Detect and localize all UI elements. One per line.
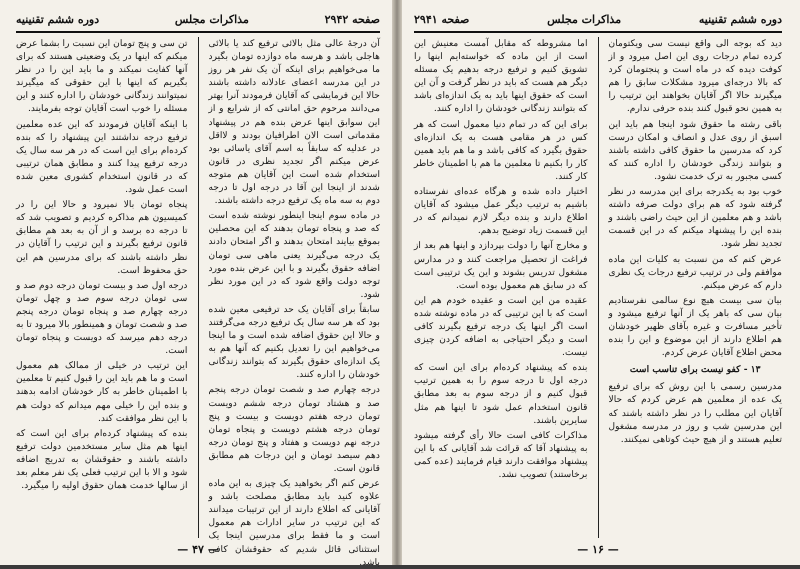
paragraph: باقی رشته ما حقوق شود اینجا هم باید این اسبق از روی عدل و انصاف و امکان درست کرد که مدرسین ما حقوق کافی داشته باشند و بتوانند زندگی خودشان را اداره کنند که کسی مجبور به ترک خدمت نشود. xyxy=(608,118,782,182)
paragraph: خوب بود به یکدرجه برای این مدرسه در نظر گرفته شود که هم برای دولت صرفه داشته باشد و هم معلمین از این حیث راضی باشند و بنده این را پیشنهاد میکنم که در این قسمت تجدید نظر شود. xyxy=(608,186,782,250)
column-divider xyxy=(598,37,599,538)
paragraph: عقیده من این است و عقیده خودم هم این است که با این ترتیبی که در ماده نوشته شده است اگر اینها یک درجه ترفیع بگیرند کافی است و دیگر احتیاجی به اضافه کردن چیزی نیست. xyxy=(414,294,588,359)
page-footer-number: — ۱۶ — xyxy=(577,543,619,556)
header-session: دوره ششم تقنینیه xyxy=(16,12,100,26)
paragraph: بنده که پیشنهاد کرده‌ام برای این است که درجه اول تا درجه سوم را به همین ترتیب قبول کنیم و از درجه سوم به بعد مطابق قانون استخدام عمل شود تا اینها هم مثل سایرین باشند. xyxy=(414,362,588,426)
paragraph: این ترتیب در خیلی از ممالک هم معمول است و ما هم باید این را قبول کنیم تا معلمین با اطمینان خاطر به کار خودشان ادامه بدهند و بنده این را خیلی مهم میدانم که دولت هم با این نظر موافقت کند. xyxy=(16,360,188,424)
paragraph: در ماده سوم اینجا اینطور نوشته شده است که صد و پنجاه تومان بدهند که این محصلین بموقع بیایند امتحان بدهند و اگر امتحان دادند یک درجه می‌گیرند یعنی ماهی سی تومان اضافه حقوق بگیرند و با این عرض بنده مورد توجه دولت واقع شود که در این مورد نظر شود. xyxy=(208,210,380,300)
paragraph: و مخارج آنها را دولت بپردازد و اینها هم بعد از فراغت از تحصیل مراجعت کنند و در مدارس مشغول تدریس بشوند و این یک ترتیبی است که در سابق هم معمول بوده است. xyxy=(414,240,588,291)
paragraph: تن سی و پنج تومان این نسبت را بشما عرض میکنم که اینها در یک وضعیتی هستند که برای آنها کفایت نمیکند و ما باید این را در نظر بگیریم که اینها با این حقوقی که میگیرند نمیتوانند زندگانی خودشان را اداره کنند و این مسئله را خوب است آقایان توجه بفرمایند. xyxy=(16,38,188,115)
paragraph: عرض کنم که من نسبت به کلیات این ماده موافقم ولی در ترتیب ترفیع درجات یک نظری دارم که عرض میکنم. xyxy=(608,253,782,291)
paragraph: با اینکه آقایان فرمودند که این عده معلمین ترفیع درجه نداشتند این پیشنهاد را که بنده کرده‌ام برای این است که در هر سه سال یک درجه ترفیع پیدا کنند و مطابق همان ترتیبی که در قانون استخدام کشوری معین شده است عمل شود. xyxy=(16,118,188,196)
paragraph: سابقاً برای آقایان یک حد ترفیعی معین شده بود که هر سه سال یک ترفیع درجه می‌گرفتند و حالا این حقوق اضافه شده است و ما اینجا می‌خواهیم این را تعدیل بکنیم که آنها هم به یک اندازه‌ای حقوق بگیرند که بتوانند زندگانی خودشان را اداره کنند. xyxy=(208,303,380,381)
paragraph: بنده که پیشنهاد کرده‌ام برای این است که اینها هم مثل سایر مستخدمین دولت ترفیع داشته باشند و حقوقشان به تدریج اضافه شود و الا با این ترتیب فعلی یک نفر معلم بعد از سالها خدمت همان حقوق اولیه را میگیرد. xyxy=(16,427,188,492)
column-left xyxy=(414,37,588,538)
paragraph: درجه چهارم صد و شصت تومان درجه پنجم صد و هشتاد تومان درجه ششم دویست تومان درجه هفتم دویست و بیست و پنج تومان درجه هشتم دویست و پنجاه تومان درجه نهم دویست و هفتاد و پنج تومان درجه دهم سیصد تومان و این درجات هم مطابق قانون است. xyxy=(208,384,380,474)
page-footer-number: — ۴۷ — xyxy=(177,543,219,556)
column-right xyxy=(208,37,381,568)
column-left xyxy=(16,37,188,538)
paragraph: بیان سی بیست هیچ نوع سالمی نفرستادیم بیان سی که باهر یک از آنها ترفیع میشود و تأخیر مسافرت و غیره بآقای ظهیر خودشان هم اطلاع دارند از این موضوع و این را بنده محض اطلاع آقایان عرض کردم. xyxy=(608,294,782,359)
paragraph: دید که بوجه الی واقع نیست سی ویکتومان کرده تمام درجات روی این اصل میرود و از کوفت دیده که در ماه است و پنجتومان کرد که بالا درجه‌ای میرود مشکلات سابق را هم میگیرند حالا اگر آقایان بخواهند این ترتیب را به همین نحو قبول کنند بنده حرفی ندارم. xyxy=(608,38,782,115)
header-page-number: صفحه ۲۹۴۲ xyxy=(324,12,380,26)
paragraph: مدرسین رسمی با این روش که برای ترفیع یک عده از معلمین هم عرض کردم که حالا آقایان این مطلب را در نظر داشته باشند که این مدرسین شب و روز در مدرسه مشغول تعلیم هستند و از هیچ حیث کوتاهی نمیکنند. xyxy=(608,381,782,445)
paragraph: مذاکرات کافی است حالا رأی گرفته میشود به پیشنهاد آقا که قرائت شد آقایانی که با این پیشنهاد موافقت دارند قیام فرمایند (عده کمی برخاستند) تصویب نشد. xyxy=(414,429,588,480)
page-header xyxy=(16,10,380,28)
paragraph: اختیار داده شده و هرگاه عده‌ای نفرستاده باشیم به ترتیب دیگر عمل میشود که آقایان اطلاع دارند و بنده دیگر لازم نمیدانم که در این قسمت زیاد توضیح بدهم. xyxy=(414,186,588,237)
header-title: مذاكرات مجلس xyxy=(174,12,249,26)
paragraph: برای این که در تمام دنیا معمول است که هر کس در هر مقامی هست به یک اندازه‌ای حقوق بگیرد که کافی باشد و ما هم باید همین کار را بکنیم تا معلمین ما هم با اطمینان خاطر کار کنند. xyxy=(414,118,588,182)
column-right xyxy=(609,37,783,538)
column-divider xyxy=(198,37,199,538)
page-header xyxy=(414,10,782,28)
paragraph: عرض کنم اگر بخواهید یک چیزی به این ماده علاوه کنید باید مطابق مصلحت باشد و آقایانی که اطلاع دارند از این ترتیبات میدانند که این ترتیب در سایر ادارات هم معمول است و ما فقط برای مدرسین اینجا یک استثنائی قائل شدیم که حقوقشان کافی باشد. xyxy=(208,478,380,568)
section-heading: ۱۳ - کفو نیست برای تناسب است xyxy=(629,364,761,376)
paragraph: اما مشروطه که مقابل آمست معنیش این است از این ماده که خواسته‌ایم اینها را تشویق کنیم و ترفیع درجه بدهیم یک مسئله دیگر هم هست که باید در نظر گرفت و آن این است که حقوق اینها باید به یک اندازه‌ای باشد که بتوانند زندگانی خودشان را اداره کنند. xyxy=(414,38,588,115)
right-page xyxy=(404,4,792,560)
paragraph: پنجاه تومان بالا نمیرود و حالا این را در کمیسیون هم مذاکره کردیم و تصویب شد که تا درجه ده برسد و از آن به بعد هم مطابق قانون ترفیع بگیرند و این ترتیب را آقایان در نظر داشته باشند که برای مدرسین هم این حق محفوظ است. xyxy=(16,199,188,276)
book-gutter xyxy=(392,0,402,565)
header-page-number: صفحه ۲۹۴۱ xyxy=(414,12,470,26)
header-session: دوره ششم تقنینیه xyxy=(698,12,782,26)
header-rule xyxy=(414,31,782,33)
paragraph: آن درجهٔ عالی مثل بالائی ترفیع کند یا بالائی هاجلی باشد و هرسه ماه دوازده تومان بگیرد ما می‌خواهیم برای اینکه آن یک نفر هر روز در این مدرسه اعضای عادلانه داشته باشند حالا این فرمایشی که آقایان فرمودند آنرا بهتر می‌دانند مرحوم حق امانتی که از شرایع و از این سوابق اینها عرض بنده هم در پیشنهاد مقدماتی است الان اطرافیان بودند و لااقل در عدلیه که سابقاً به اسم آقای یاسائی بود عرض میکنم اگر تجدید نظری در قانون استخدام شده است این آقایان هم متوجه شدند از اینجا این آقا در درجه اول تا درجه دوم به سه ماه یک ترفیع درجه داشته باشند. xyxy=(208,38,380,207)
header-rule xyxy=(16,31,380,33)
paragraph: درجه اول صد و بیست تومان درجه دوم صد و سی تومان درجه سوم صد و چهل تومان درجه چهارم صد و پنجاه تومان درجه پنجم صد و شصت تومان و همینطور بالا میرود تا به درجه دهم میرسد که دویست و پنجاه تومان است. xyxy=(16,279,188,357)
text-columns xyxy=(414,37,782,538)
header-title: مذاكرات مجلس xyxy=(547,12,622,26)
left-page xyxy=(6,4,390,568)
